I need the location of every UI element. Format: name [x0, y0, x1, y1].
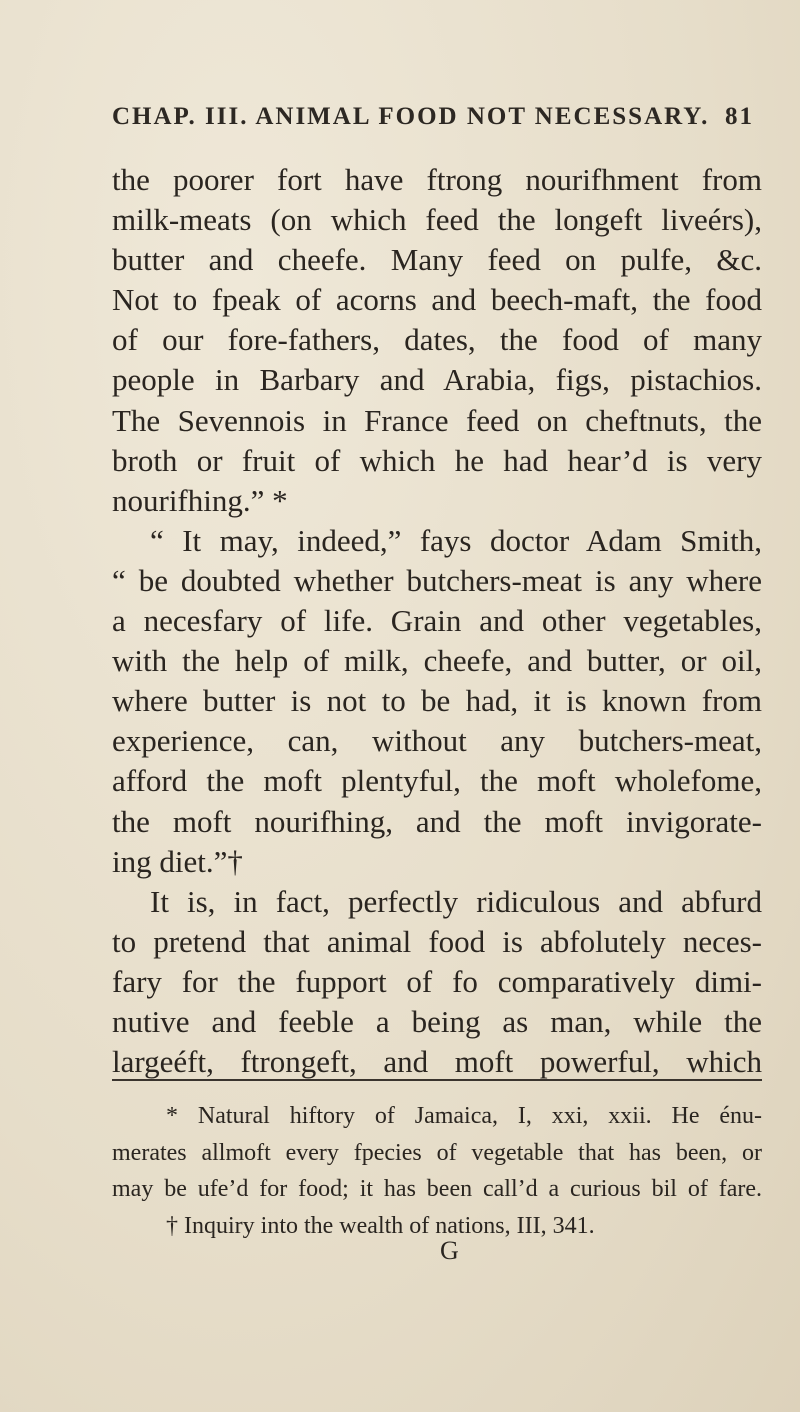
- footnote-line: * Natural hiftory of Jamaica, I, xxi, xxii. He énu-: [166, 1103, 762, 1129]
- text-line: nourifhing.” *: [112, 482, 288, 518]
- chapter-heading: CHAP. III. ANIMAL FOOD NOT NECESSARY.: [112, 103, 710, 130]
- text-line: It is, in fact, perfectly ridiculous and abfurd: [150, 883, 762, 919]
- text-line: Not to fpeak of acorns and beech-maft, the food: [112, 282, 762, 318]
- footnote-line: may be ufe’d for food; it has been call’d a curious bil of fare.: [112, 1176, 762, 1202]
- footnote-line: † Inquiry into the wealth of nations, III, 341.: [166, 1212, 595, 1239]
- text-line: the moft nourifhing, and the moft invigorate-: [112, 803, 762, 839]
- main-text: [112, 160, 762, 1082]
- text-line: of our fore-fathers, dates, the food of many: [112, 322, 762, 358]
- footnote-line: merates allmoft every fpecies of vegetable that has been, or: [112, 1139, 762, 1166]
- text-line: to pretend that animal food is abfolutely neces-: [112, 923, 762, 959]
- text-line: a necesfary of life. Grain and other vegetables,: [112, 603, 762, 639]
- signature-mark: G: [440, 1236, 459, 1265]
- text-line: butter and cheefe. Many feed on pulfe, &c.: [112, 242, 762, 278]
- text-line: where butter is not to be had, it is known from: [112, 683, 762, 719]
- footnote-divider: [112, 1079, 762, 1081]
- text-line: people in Barbary and Arabia, figs, pistachios.: [112, 362, 762, 398]
- text-line: afford the moft plentyful, the moft wholefome,: [112, 763, 762, 799]
- text-line: largeéft, ftrongeft, and moft powerful, which: [112, 1044, 762, 1080]
- text-line: ing diet.”†: [112, 843, 243, 879]
- text-line: the poorer fort have ftrong nourifhment from: [112, 162, 762, 197]
- text-line: The Sevennois in France feed on cheftnuts, the: [112, 402, 762, 438]
- running-header: [112, 103, 754, 131]
- text-line: broth or fruit of which he had hear’d is very: [112, 442, 762, 478]
- text-line: fary for the fupport of fo comparatively dimi-: [112, 963, 762, 999]
- text-line: milk-meats (on which feed the longeft liveérs),: [112, 202, 762, 238]
- footnotes: [112, 1098, 762, 1244]
- text-line: “ It may, indeed,” fays doctor Adam Smith,: [150, 522, 762, 558]
- text-line: “ be doubted whether butchers-meat is any where: [112, 562, 762, 598]
- page-number: 81: [725, 103, 754, 130]
- text-line: experience, can, without any butchers-meat,: [112, 723, 762, 759]
- text-line: with the help of milk, cheefe, and butter, or oil,: [112, 643, 762, 679]
- text-line: nutive and feeble a being as man, while the: [112, 1003, 762, 1039]
